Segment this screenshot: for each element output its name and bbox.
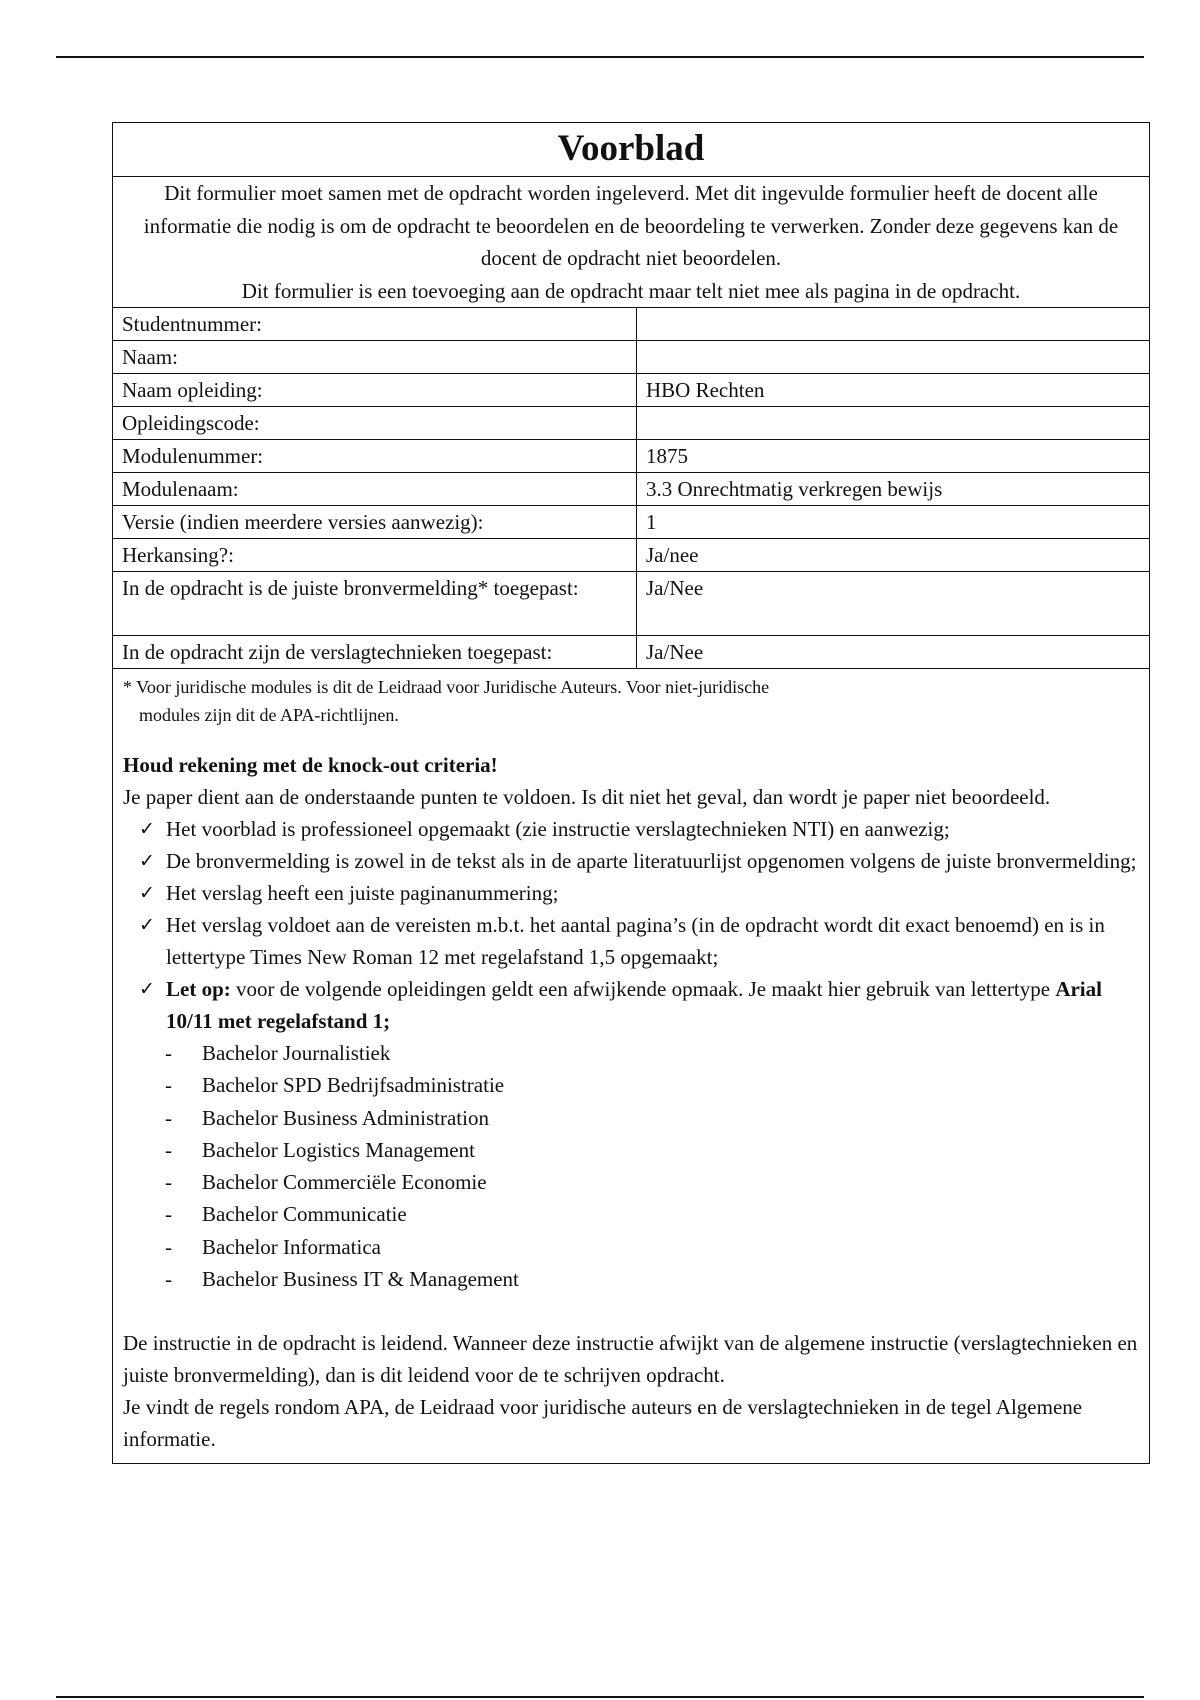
program-name: Bachelor SPD Bedrijfsadministratie xyxy=(202,1073,505,1098)
footnote-line-2: modules zijn dit de APA-richtlijnen. xyxy=(139,705,399,725)
list-item xyxy=(165,1102,1139,1134)
check-icon: ✓ xyxy=(139,818,155,840)
program-name: Bachelor Commerciële Economie xyxy=(202,1170,487,1195)
field-value-versie[interactable]: 1 xyxy=(637,506,1150,539)
table-row xyxy=(113,440,1149,473)
field-value-naam-opleiding[interactable]: HBO Rechten xyxy=(637,374,1150,407)
table-row xyxy=(113,506,1149,539)
field-value-opleidingscode[interactable] xyxy=(637,407,1150,440)
check-icon: ✓ xyxy=(139,978,155,1000)
table-row xyxy=(113,374,1149,407)
closing-paragraph-2: Je vindt de regels rondom APA, de Leidraad voor juridische auteurs en de verslagtechnieken in de tegel Algemene informatie. xyxy=(123,1395,1083,1452)
dash-bullet: - xyxy=(165,1137,172,1162)
field-label-modulenaam: Modulenaam: xyxy=(113,473,637,506)
dash-bullet: - xyxy=(165,1073,172,1098)
list-item xyxy=(165,1069,1139,1101)
field-label-naam: Naam: xyxy=(113,341,637,374)
program-name: Bachelor Business Administration xyxy=(202,1105,489,1130)
list-item xyxy=(139,973,1139,1037)
program-name: Bachelor Communicatie xyxy=(202,1202,407,1227)
list-item xyxy=(165,1198,1139,1230)
page-bottom-rule xyxy=(56,1696,1144,1698)
cover-form xyxy=(112,122,1150,1464)
closing-paragraph-1: De instructie in de opdracht is leidend. Wanneer deze instructie afwijkt van de algemene instructie (verslagtechnieken en juiste bronvermelding), dan is dit leidend voor de te schrijven opdracht. xyxy=(123,1331,1138,1388)
program-name: Bachelor Informatica xyxy=(202,1234,381,1259)
check-icon: ✓ xyxy=(139,850,155,872)
knockout-intro: Je paper dient aan de onderstaande punten te voldoen. Is dit niet het geval, dan wordt je paper niet beoordeeld. xyxy=(123,785,1051,809)
page-top-rule xyxy=(56,56,1144,58)
table-row xyxy=(113,473,1149,506)
letop-text xyxy=(166,977,1102,1033)
list-item xyxy=(165,1037,1139,1069)
footnote-line-1: * Voor juridische modules is dit de Leidraad voor Juridische Auteurs. Voor niet-juridische xyxy=(123,677,770,697)
field-value-verslagtechnieken[interactable]: Ja/Nee xyxy=(637,636,1150,669)
dash-bullet: - xyxy=(165,1170,172,1195)
list-item xyxy=(165,1263,1139,1295)
dash-bullet: - xyxy=(165,1041,172,1065)
list-item xyxy=(165,1231,1139,1263)
field-label-modulenummer: Modulenummer: xyxy=(113,440,637,473)
dash-bullet: - xyxy=(165,1202,172,1227)
field-label-naam-opleiding: Naam opleiding: xyxy=(113,374,637,407)
field-value-herkansing[interactable]: Ja/nee xyxy=(637,539,1150,572)
field-value-bronvermelding[interactable]: Ja/Nee xyxy=(637,572,1150,636)
programs-list xyxy=(123,1037,1139,1295)
check-icon: ✓ xyxy=(139,914,155,936)
check-text: De bronvermelding is zowel in de tekst als in de aparte literatuurlijst opgenomen volgens de juiste bronvermelding; xyxy=(166,849,1137,873)
letop-body: voor de volgende opleidingen geldt een afwijkende opmaak. Je maakt hier gebruik van lettertype xyxy=(230,977,1056,1001)
letop-lead: Let op: xyxy=(166,977,231,1001)
field-label-studentnummer: Studentnummer: xyxy=(113,308,637,341)
table-row xyxy=(113,308,1149,341)
field-label-opleidingscode: Opleidingscode: xyxy=(113,407,637,440)
field-value-modulenaam[interactable]: 3.3 Onrechtmatig verkregen bewijs xyxy=(637,473,1150,506)
list-item xyxy=(139,845,1139,877)
program-name: Bachelor Business IT & Management xyxy=(202,1267,519,1292)
check-icon: ✓ xyxy=(139,882,155,904)
check-text: Het voorblad is professioneel opgemaakt (zie instructie verslagtechnieken NTI) en aanwezig; xyxy=(166,817,950,841)
program-name: Bachelor Logistics Management xyxy=(202,1137,475,1162)
field-value-naam[interactable] xyxy=(637,341,1150,374)
field-label-bronvermelding: In de opdracht is de juiste bronvermelding* toegepast: xyxy=(113,572,637,636)
table-row xyxy=(113,636,1149,669)
intro-paragraph-2: Dit formulier is een toevoeging aan de opdracht maar telt niet mee als pagina in de opdracht. xyxy=(241,278,1021,303)
list-item xyxy=(165,1134,1139,1166)
table-row xyxy=(113,407,1149,440)
instructions-block xyxy=(113,668,1149,1463)
field-label-versie: Versie (indien meerdere versies aanwezig): xyxy=(113,506,637,539)
letop-font-spec: Arial 10/11 met regelafstand 1; xyxy=(166,977,1102,1033)
intro-paragraph-1: Dit formulier moet samen met de opdracht worden ingeleverd. Met dit ingevulde formulier heeft de docent alle informatie die nodig is om de opdracht te beoordelen en de beoordeling te verwerken. Zonder deze gegevens kan de docent de opdracht niet beoordelen. xyxy=(143,181,1119,270)
knockout-checklist xyxy=(123,813,1139,1037)
fields-table xyxy=(113,308,1149,668)
section-spacer xyxy=(123,1295,1139,1327)
check-text: Het verslag voldoet aan de vereisten m.b.t. het aantal pagina’s (in de opdracht wordt dit exact benoemd) en is in lettertype Times New Roman 12 met regelafstand 1,5 opgemaakt; xyxy=(166,913,1105,969)
dash-bullet: - xyxy=(165,1267,172,1292)
table-row xyxy=(113,539,1149,572)
table-row xyxy=(113,572,1149,636)
check-text: Het verslag heeft een juiste paginanummering; xyxy=(166,881,559,905)
list-item xyxy=(165,1166,1139,1198)
list-item xyxy=(139,877,1139,909)
field-label-herkansing: Herkansing?: xyxy=(113,539,637,572)
field-label-verslagtechnieken: In de opdracht zijn de verslagtechnieken toegepast: xyxy=(113,636,637,669)
list-item xyxy=(139,813,1139,845)
dash-bullet: - xyxy=(165,1105,172,1130)
field-value-studentnummer[interactable] xyxy=(637,308,1150,341)
list-item xyxy=(139,909,1139,973)
knockout-heading: Houd rekening met de knock-out criteria! xyxy=(123,753,498,777)
form-intro xyxy=(113,177,1149,308)
page-title: Voorblad xyxy=(113,123,1149,177)
dash-bullet: - xyxy=(165,1234,172,1259)
footnote xyxy=(123,673,1139,729)
field-value-modulenummer[interactable]: 1875 xyxy=(637,440,1150,473)
program-name: Bachelor Journalistiek xyxy=(202,1041,391,1065)
table-row xyxy=(113,341,1149,374)
